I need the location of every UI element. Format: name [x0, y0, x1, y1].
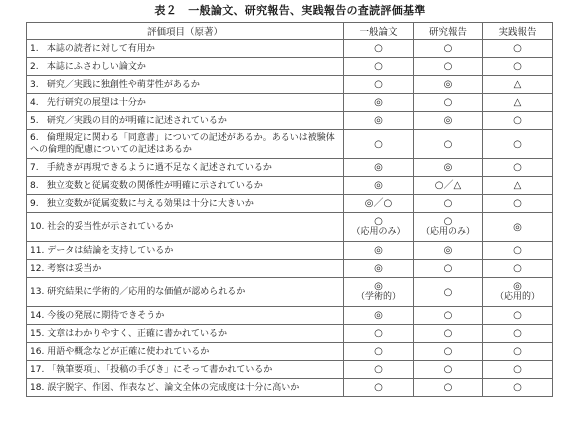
criterion-label: [27, 260, 344, 278]
criterion-number: 15.: [30, 328, 45, 339]
criterion-label: [27, 94, 344, 112]
general-paper-rating: [344, 159, 414, 177]
criterion-label: [27, 159, 344, 177]
criterion-label: [27, 307, 344, 325]
table-row: [27, 343, 553, 361]
rating-mark: △: [513, 79, 522, 90]
practice-report-rating: [483, 213, 553, 242]
rating-mark: ○: [513, 346, 522, 357]
rating-mark: ○: [443, 216, 453, 227]
practice-report-rating: [483, 325, 553, 343]
rating-mark: ◎: [443, 115, 453, 126]
criterion-number: 3.: [30, 79, 39, 90]
general-paper-rating: [344, 130, 414, 159]
rating-mark: ◎: [513, 281, 522, 292]
rating-mark: ○: [374, 364, 383, 375]
research-report-rating: [414, 213, 483, 242]
criterion-number: 2.: [30, 61, 39, 72]
table-row: [27, 278, 553, 307]
table-row: [27, 379, 553, 397]
general-paper-rating: [344, 361, 414, 379]
criterion-text: 「執筆要項」、「投稿の手びき」にそって書かれているか: [47, 364, 273, 375]
table-row: [27, 130, 553, 159]
rating-mark: ◎: [374, 115, 383, 126]
criterion-number: 10.: [30, 222, 45, 232]
research-report-rating: [414, 361, 483, 379]
rating-mark: ○: [374, 61, 383, 72]
practice-report-rating: [483, 361, 553, 379]
rating-mark: ◎: [374, 263, 383, 274]
header-practice-report: 実践報告: [483, 23, 553, 40]
criterion-number: 11.: [30, 245, 45, 256]
general-paper-rating: [344, 40, 414, 58]
criterion-label: [27, 130, 344, 159]
criterion-text: 手続きが再現できるように過不足なく記述されているか: [46, 162, 272, 173]
rating-mark: ○: [443, 364, 453, 375]
rating-mark: ◎: [374, 245, 383, 256]
header-evaluation-item: 評価項目（原著）: [27, 23, 344, 40]
criterion-text: 考察は妥当か: [47, 263, 102, 274]
research-report-rating: [414, 260, 483, 278]
rating-mark: ◎: [374, 281, 383, 292]
rating-mark: ○: [513, 245, 522, 256]
criterion-text: 用語や概念などが正確に使われているか: [47, 346, 210, 357]
research-report-rating: [414, 94, 483, 112]
criterion-number: 18.: [30, 382, 45, 393]
rating-mark: ◎: [443, 79, 453, 90]
criterion-number: 8.: [30, 180, 39, 191]
practice-report-rating: [483, 307, 553, 325]
criterion-label: [27, 112, 344, 130]
criterion-text: データは結論を支持しているか: [47, 245, 174, 256]
rating-mark: ◎: [374, 97, 383, 108]
evaluation-criteria-table: [26, 22, 553, 397]
criterion-text: 独立変数と従属変数の関係性が明確に示されているか: [46, 180, 263, 191]
criterion-label: [27, 58, 344, 76]
criterion-number: 16.: [30, 346, 45, 357]
rating-mark: ○: [374, 346, 383, 357]
research-report-rating: [414, 159, 483, 177]
criterion-text: 独立変数が従属変数に与える効果は十分に大きいか: [46, 198, 254, 209]
practice-report-rating: [483, 58, 553, 76]
criterion-text: 研究結果に学術的／応用的な価値が認められるか: [47, 287, 246, 297]
rating-mark: ○: [443, 198, 453, 209]
table-row: [27, 195, 553, 213]
research-report-rating: [414, 58, 483, 76]
rating-mark: ◎: [374, 310, 383, 321]
research-report-rating: [414, 325, 483, 343]
table-title: 表２ 一般論文、研究報告、実践報告の査読評価基準: [154, 4, 426, 17]
research-report-rating: [414, 76, 483, 94]
header-row: [27, 23, 553, 40]
research-report-rating: [414, 195, 483, 213]
rating-mark: ○: [513, 61, 522, 72]
criterion-text: 倫理規定に関わる「同意書」についての記述があるか。あるいは被験体への倫理的配慮についての記述はあるか: [30, 133, 335, 155]
header-general-paper: 一般論文: [344, 23, 414, 40]
general-paper-rating: [344, 242, 414, 260]
rating-mark: ◎: [513, 221, 522, 233]
rating-mark: ○: [443, 138, 453, 150]
practice-report-rating: [483, 260, 553, 278]
table-row: [27, 325, 553, 343]
general-paper-rating: [344, 379, 414, 397]
rating-mark: ○: [374, 382, 383, 393]
rating-mark: ○: [443, 310, 453, 321]
rating-note: （応用のみ）: [351, 227, 406, 237]
rating-mark: ◎: [374, 180, 383, 191]
criterion-number: 7.: [30, 162, 39, 173]
table-row: [27, 112, 553, 130]
rating-mark: ○: [374, 216, 383, 227]
general-paper-rating: [344, 112, 414, 130]
criterion-label: [27, 195, 344, 213]
research-report-rating: [414, 278, 483, 307]
practice-report-rating: [483, 177, 553, 195]
general-paper-rating: [344, 177, 414, 195]
rating-mark: ◎: [443, 245, 453, 256]
table-row: [27, 177, 553, 195]
criterion-number: 6.: [30, 133, 39, 143]
table-row: [27, 242, 553, 260]
table-row: [27, 307, 553, 325]
criterion-number: 9.: [30, 198, 39, 209]
criterion-number: 1.: [30, 43, 39, 54]
rating-mark: ○: [443, 328, 453, 339]
criterion-number: 12.: [30, 263, 45, 274]
criterion-text: 社会的妥当性が示されているか: [47, 222, 174, 232]
criterion-text: 本誌の読者に対して有用か: [46, 43, 155, 54]
rating-mark: ○: [443, 43, 453, 54]
research-report-rating: [414, 242, 483, 260]
table-row: [27, 76, 553, 94]
rating-note: （応用的）: [494, 292, 540, 302]
criterion-number: 4.: [30, 97, 39, 108]
practice-report-rating: [483, 343, 553, 361]
rating-mark: ○: [443, 286, 453, 298]
research-report-rating: [414, 40, 483, 58]
general-paper-rating: [344, 195, 414, 213]
rating-mark: ○／△: [434, 180, 462, 191]
table-body: [27, 40, 553, 397]
rating-mark: ○: [374, 138, 383, 150]
rating-mark: ○: [513, 310, 522, 321]
rating-mark: ○: [513, 115, 522, 126]
rating-mark: ○: [374, 43, 383, 54]
rating-mark: ○: [513, 382, 522, 393]
table-row: [27, 40, 553, 58]
criterion-label: [27, 213, 344, 242]
research-report-rating: [414, 379, 483, 397]
general-paper-rating: [344, 325, 414, 343]
criterion-text: 研究／実践に独創性や萌芽性があるか: [46, 79, 200, 90]
criterion-label: [27, 325, 344, 343]
rating-mark: ○: [513, 162, 522, 173]
criterion-text: 研究／実践の目的が明確に記述されているか: [46, 115, 227, 126]
rating-mark: ◎: [374, 162, 383, 173]
criterion-text: 文章はわかりやすく、正確に書かれているか: [47, 328, 228, 339]
criterion-number: 5.: [30, 115, 39, 126]
criterion-text: 本誌にふさわしい論文か: [46, 61, 146, 72]
rating-mark: ○: [513, 198, 522, 209]
table-row: [27, 58, 553, 76]
practice-report-rating: [483, 112, 553, 130]
criterion-label: [27, 361, 344, 379]
research-report-rating: [414, 307, 483, 325]
table-row: [27, 213, 553, 242]
criterion-label: [27, 379, 344, 397]
practice-report-rating: [483, 159, 553, 177]
general-paper-rating: [344, 260, 414, 278]
table-row: [27, 159, 553, 177]
general-paper-rating: [344, 58, 414, 76]
practice-report-rating: [483, 76, 553, 94]
practice-report-rating: [483, 130, 553, 159]
criterion-text: 先行研究の展望は十分か: [46, 97, 146, 108]
rating-mark: ○: [443, 263, 453, 274]
rating-mark: ○: [374, 79, 383, 90]
criterion-label: [27, 76, 344, 94]
criterion-label: [27, 242, 344, 260]
criterion-number: 14.: [30, 310, 45, 321]
header-research-report: 研究報告: [414, 23, 483, 40]
research-report-rating: [414, 343, 483, 361]
research-report-rating: [414, 112, 483, 130]
table-row: [27, 260, 553, 278]
general-paper-rating: [344, 94, 414, 112]
general-paper-rating: [344, 307, 414, 325]
table-row: [27, 94, 553, 112]
general-paper-rating: [344, 343, 414, 361]
rating-note: （学術的）: [355, 292, 401, 302]
rating-mark: ○: [513, 328, 522, 339]
criterion-label: [27, 177, 344, 195]
rating-mark: △: [513, 180, 522, 191]
general-paper-rating: [344, 76, 414, 94]
criterion-number: 17.: [30, 364, 45, 375]
practice-report-rating: [483, 242, 553, 260]
research-report-rating: [414, 177, 483, 195]
rating-mark: ○: [374, 328, 383, 339]
rating-mark: ○: [443, 346, 453, 357]
table-row: [27, 361, 553, 379]
rating-mark: ○: [513, 364, 522, 375]
practice-report-rating: [483, 195, 553, 213]
general-paper-rating: [344, 213, 414, 242]
general-paper-rating: [344, 278, 414, 307]
practice-report-rating: [483, 94, 553, 112]
practice-report-rating: [483, 379, 553, 397]
rating-mark: ◎: [443, 162, 453, 173]
criterion-label: [27, 278, 344, 307]
practice-report-rating: [483, 278, 553, 307]
rating-mark: ◎／○: [364, 198, 393, 209]
research-report-rating: [414, 130, 483, 159]
criterion-text: 今後の発展に期待できそうか: [47, 310, 165, 321]
rating-mark: ○: [443, 382, 453, 393]
criterion-label: [27, 343, 344, 361]
rating-mark: ○: [513, 43, 522, 54]
rating-note: （応用のみ）: [420, 227, 475, 237]
criterion-number: 13.: [30, 287, 45, 297]
rating-mark: ○: [513, 138, 522, 150]
rating-mark: ○: [443, 61, 453, 72]
rating-mark: ○: [443, 97, 453, 108]
criterion-text: 誤字脱字、作図、作表など、論文全体の完成度は十分に高いか: [47, 382, 300, 393]
practice-report-rating: [483, 40, 553, 58]
rating-mark: △: [513, 97, 522, 108]
rating-mark: ○: [513, 263, 522, 274]
criterion-label: [27, 40, 344, 58]
